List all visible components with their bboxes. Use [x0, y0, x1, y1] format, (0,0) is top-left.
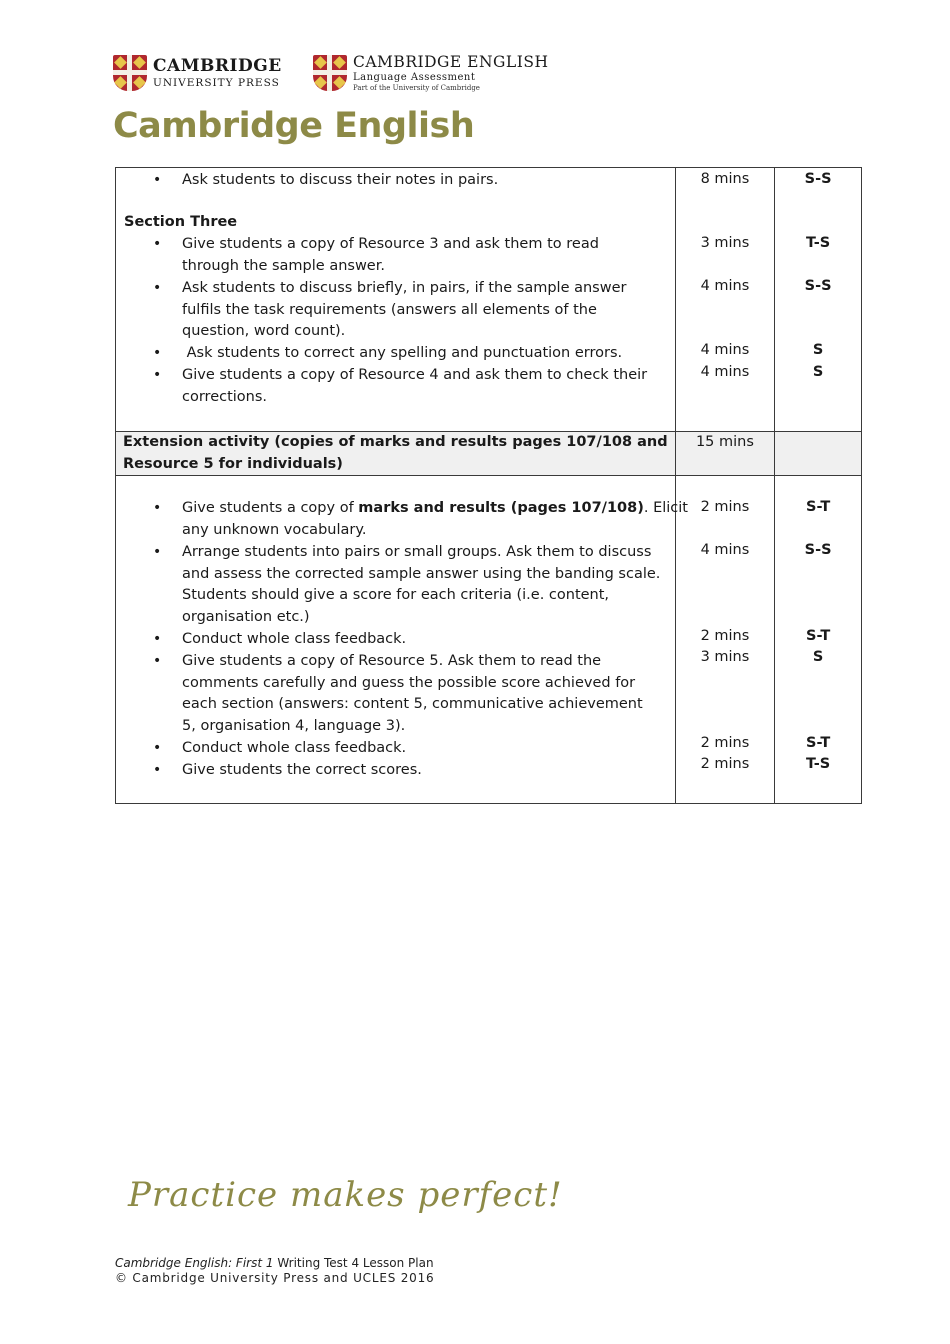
interaction-value: S: [812, 364, 824, 380]
interaction-value: S-S: [804, 278, 832, 294]
activity-item: • Ask students to correct any spelling and punctuation errors.: [182, 343, 652, 365]
activity-item: • Give students a copy of Resource 5. Ask them to read the comments carefully and guess the possible score achieved for each section (answers: content 5, communicative achievement 5, organisation 4, language 3).: [182, 651, 652, 737]
time-value: 2 mins: [700, 735, 750, 752]
interaction-value: S-S: [804, 542, 832, 559]
ce-logo-line3: Part of the University of Cambridge: [353, 83, 480, 92]
activity-item: • Give students a copy of Resource 4 and ask them to check their corrections.: [182, 365, 652, 408]
extension-title-line2: Resource 5 for individuals): [123, 455, 343, 472]
footer-document-title: Cambridge English: First 1 Writing Test 4 Lesson Plan: [115, 1256, 434, 1270]
cambridge-university-press-logo: [113, 55, 282, 91]
section-heading: Section Three: [124, 214, 238, 230]
time-value: 4 mins: [700, 278, 750, 294]
time-value: 2 mins: [700, 499, 750, 516]
activity-item: • Give students the correct scores.: [182, 760, 652, 782]
cup-logo-line1: CAMBRIDGE: [153, 55, 282, 76]
extension-activity-row: [116, 432, 862, 476]
interaction-cell: [775, 476, 862, 804]
lesson-plan-table: [115, 167, 862, 804]
activity-item: • Ask students to discuss their notes in pairs.: [182, 170, 652, 192]
tagline: Practice makes perfect!: [128, 1175, 563, 1215]
cambridge-shield-icon: [313, 55, 347, 91]
table-row: [116, 476, 862, 804]
ce-logo-line2: Language Assessment: [353, 71, 476, 83]
extension-activity-cell: [116, 432, 676, 476]
time-value: 4 mins: [700, 364, 750, 380]
activity-cell: [116, 476, 688, 804]
ce-logo-line1: CAMBRIDGE ENGLISH: [353, 53, 549, 71]
interaction-value: S-T: [806, 735, 831, 752]
extension-time-cell: 15 mins: [675, 432, 775, 476]
time-value: 4 mins: [700, 342, 750, 358]
interaction-cell: [775, 168, 862, 432]
interaction-value: S: [812, 342, 824, 358]
activity-item: • Conduct whole class feedback.: [182, 629, 652, 651]
activity-item: • Conduct whole class feedback.: [182, 738, 652, 760]
interaction-value: S-T: [806, 628, 831, 645]
time-cell: [675, 168, 775, 432]
time-value: 3 mins: [700, 235, 750, 251]
activity-item: • Ask students to discuss briefly, in pairs, if the sample answer fulfils the task requirements (answers all elements of the question, word count).: [182, 278, 652, 343]
brand-title: Cambridge English: [113, 106, 475, 146]
time-cell: [675, 476, 775, 804]
extension-interaction-cell: [775, 432, 862, 476]
time-value: 2 mins: [700, 628, 750, 645]
time-value: 8 mins: [700, 171, 750, 187]
time-value: 4 mins: [700, 542, 750, 559]
activity-item: • Arrange students into pairs or small groups. Ask them to discuss and assess the corrected sample answer using the banding scale. Students should give a score for each criteria (i.e. content, organisation etc.): [182, 542, 652, 628]
interaction-value: T-S: [806, 235, 831, 251]
interaction-value: T-S: [806, 756, 831, 773]
time-value: 3 mins: [700, 649, 750, 666]
interaction-value: S-S: [804, 171, 832, 187]
marks-results-bold: marks and results (pages 107/108): [358, 500, 644, 517]
cambridge-shield-icon: [113, 55, 147, 91]
cup-logo-line2: UNIVERSITY PRESS: [153, 76, 280, 89]
activity-item: • Give students a copy of marks and results (pages 107/108). Elicit any unknown vocabulary.: [182, 498, 652, 541]
activity-item: • Give students a copy of Resource 3 and ask them to read through the sample answer.: [182, 234, 652, 277]
extension-title-line1: Extension activity (copies of marks and results pages 107/108 and: [123, 434, 668, 450]
interaction-value: S: [812, 649, 824, 666]
cambridge-english-assessment-logo: [313, 55, 548, 92]
table-row: [116, 168, 862, 432]
footer-copyright: © Cambridge University Press and UCLES 2016: [115, 1271, 435, 1285]
interaction-value: S-T: [806, 499, 831, 516]
activity-cell: [116, 168, 676, 432]
time-value: 2 mins: [700, 756, 750, 773]
